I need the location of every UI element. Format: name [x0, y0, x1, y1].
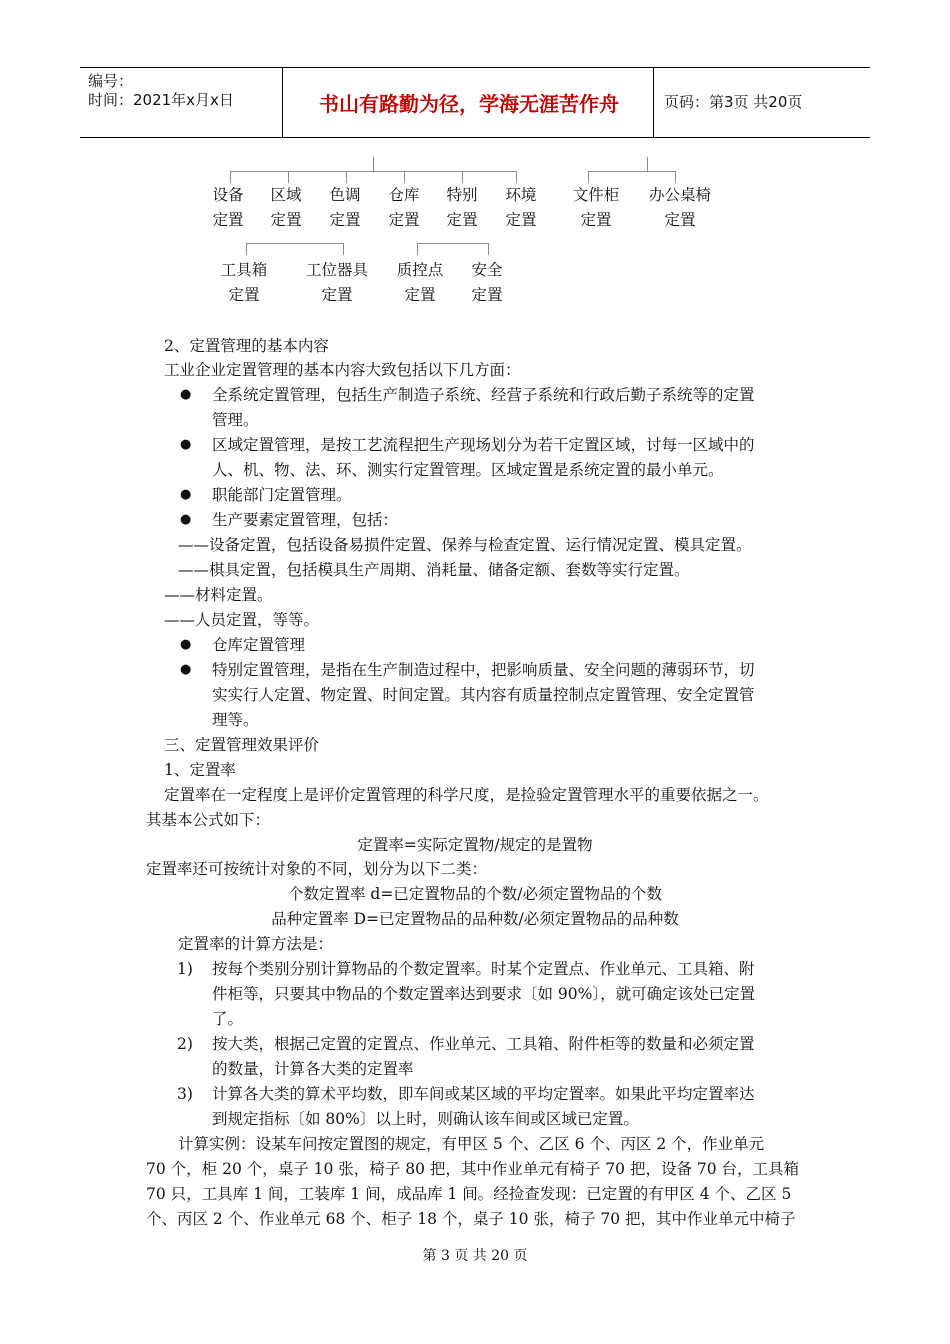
- section-2-intro: 工业企业定置管理的基本内容大致包括以下几方面：: [164, 361, 521, 379]
- section-2-title: 2、定置管理的基本内容: [164, 337, 329, 355]
- bullet-5: 仓库定置管理: [212, 636, 306, 654]
- tree-node-equipment: [200, 183, 256, 233]
- tree-node-label: 仓库: [388, 186, 420, 204]
- tree-node-label: 色调: [329, 186, 361, 204]
- paragraph-3: 定置率的计算方法是：: [178, 935, 334, 953]
- example-line-2: 70 个，柜 20 个，桌子 10 张，椅子 80 把，其中作业单元有椅子 70 把，设备 70 台，工具箱: [146, 1160, 800, 1178]
- tree-node-label: 质控点: [396, 261, 444, 279]
- numbered-2-line-1: 按大类，根据己定置的定置点、作业单元、工具箱、附件柜等的数量和必须定置: [212, 1035, 755, 1053]
- bullet-dot-icon: ●: [180, 662, 192, 677]
- dash-item-equipment: ——设备定置，包括设备易损件定置、保养与检查定置、运行情况定置、模具定置。: [178, 536, 752, 554]
- numbered-3-line-2: 到规定指标〔如 80%〕以上时，则确认该车间或区域已定置。: [212, 1110, 639, 1128]
- numbered-1-line-2: 件柜等，只要其中物品的个数定置率达到要求〔如 90%〕，就可确定该处已定置: [212, 985, 756, 1003]
- section-3-1-title: 1、定置率: [164, 761, 236, 779]
- example-line-1: 计算实例：设某车问按定置图的规定，有甲区 5 个、乙区 6 个、丙区 2 个，作业单元: [178, 1135, 765, 1153]
- tree-node-label: 定置: [664, 211, 696, 229]
- header-number-label: 编号：: [88, 72, 134, 90]
- bullet-2-line-1: 区域定置管理，是按工艺流程把生产现场划分为若干定置区域，讨每一区域中的: [212, 436, 755, 454]
- tree-node-label: 定置: [329, 211, 361, 229]
- tree-node-label: 定置: [580, 211, 612, 229]
- numbered-2-line-2: 的数量，计算各大类的定置率: [212, 1060, 414, 1078]
- dash-item-mold: ——棋具定置，包括模具生产周期、消耗量、储备定额、套数等实行定置。: [178, 561, 690, 579]
- dash-item-personnel: ——人员定置，等等。: [164, 611, 320, 629]
- numbered-1-line-1: 按每个类别分别计算物品的个数定置率。时某个定置点、作业单元、工具箱、附: [212, 960, 755, 978]
- tree-node-label: 设备: [212, 186, 244, 204]
- tree-node-label: 文件柜: [572, 186, 620, 204]
- tree-node-office-desk: [638, 183, 722, 233]
- tree-node-label: 定置: [321, 286, 353, 304]
- tree-node-label: 工位器具: [305, 261, 368, 279]
- formula-count-rate: 个数定置率 d=已定置物品的个数/必须定置物品的个数: [287, 885, 663, 903]
- numbered-1-line-3: 了。: [212, 1010, 244, 1028]
- tree-node-file-cabinet: [560, 183, 632, 233]
- bullet-1-line-1: 全系统定置管理，包括生产制造子系统、经营子系统和行政后勤子系统等的定置: [212, 386, 755, 404]
- tree-node-environment: [493, 183, 549, 233]
- header-page-info: 页码：第3页 共20页: [664, 93, 803, 111]
- tree-node-label: 定置: [228, 286, 260, 304]
- example-line-3: 70 只，工具库 1 间，工装库 1 间，成品库 1 间。经捡查发现：已定置的有甲区 4 个、乙区 5: [146, 1185, 792, 1203]
- tree-node-safety: [459, 258, 515, 308]
- bullet-dot-icon: ●: [180, 512, 192, 527]
- tree-node-color: [317, 183, 373, 233]
- tree-node-label: 特别: [446, 186, 478, 204]
- numbered-2-marker: 2): [177, 1035, 193, 1053]
- tree-node-label: 定置: [446, 211, 478, 229]
- numbered-3-marker: 3): [177, 1085, 193, 1103]
- bullet-dot-icon: ●: [180, 637, 192, 652]
- bullet-1-line-2: 管理。: [212, 411, 259, 429]
- tree-node-label: 区域: [270, 186, 302, 204]
- dash-item-material: ——材料定置。: [164, 586, 273, 604]
- numbered-1-marker: 1): [177, 960, 193, 978]
- footer-page-number: 第 3 页 共 20 页: [422, 1248, 528, 1264]
- tree-node-label: 安全: [471, 261, 503, 279]
- tree-node-label: 定置: [505, 211, 537, 229]
- tree-node-label: 定置: [404, 286, 436, 304]
- tree-node-qc-point: [384, 258, 456, 308]
- tree-node-label: 办公桌椅: [648, 186, 711, 204]
- tree-node-toolbox: [208, 258, 280, 308]
- tree-node-label: 定置: [212, 211, 244, 229]
- bullet-6-line-2: 实实行人定置、物定置、时间定置。其内容有质量控制点定置管理、安全定置管: [212, 686, 755, 704]
- tree-node-special: [434, 183, 490, 233]
- bullet-dot-icon: ●: [180, 437, 192, 452]
- tree-node-label: 定置: [270, 211, 302, 229]
- tree-node-warehouse: [376, 183, 432, 233]
- paragraph-1-line-1: 定置率在一定程度上是评价定置管理的科学尺度，是捡验定置管理水平的重要依据之一。: [164, 786, 769, 804]
- formula-variety-rate: 品种定置率 D=已定置物品的品种数/必须定置物品的品种数: [271, 910, 679, 928]
- bullet-3: 职能部门定置管理。: [212, 486, 352, 504]
- header-motto: 书山有路勤为径，学海无涯苦作舟: [319, 92, 619, 116]
- bullet-4: 生产要素定置管理，包括：: [212, 511, 399, 529]
- tree-node-label: 定置: [388, 211, 420, 229]
- tree-node-label: 定置: [471, 286, 503, 304]
- paragraph-1-line-2: 其基本公式如下：: [146, 811, 271, 829]
- header-time-label: 时间：2021年x月x日: [88, 91, 234, 109]
- paragraph-2: 定置率还可按统计对象的不同，划分为以下二类：: [146, 860, 488, 878]
- bullet-2-line-2: 人、机、物、法、环、测实行定置管理。区域定置是系统定置的最小单元。: [212, 461, 724, 479]
- bullet-6-line-3: 理等。: [212, 711, 259, 729]
- numbered-3-line-1: 计算各大类的算术平均数，即车间或某区域的平均定置率。如果此平均定置率达: [212, 1085, 755, 1103]
- tree-node-label: 环境: [505, 186, 537, 204]
- tree-node-label: 工具箱: [220, 261, 268, 279]
- tree-node-station-fixture: [295, 258, 379, 308]
- bullet-dot-icon: ●: [180, 487, 192, 502]
- section-3-title: 三、定置管理效果评价: [164, 736, 320, 754]
- bullet-dot-icon: ●: [180, 387, 192, 402]
- example-line-4: 个、丙区 2 个、作业单元 68 个、柜子 18 个，桌子 10 张，椅子 70 把，其中作业单元中椅子: [146, 1210, 796, 1228]
- bullet-6-line-1: 特别定置管理，是指在生产制造过程中，把影响质量、安全问题的薄弱环节，切: [212, 661, 755, 679]
- formula-placement-rate: 定置率=实际定置物/规定的是置物: [357, 836, 593, 854]
- tree-node-area: [258, 183, 314, 233]
